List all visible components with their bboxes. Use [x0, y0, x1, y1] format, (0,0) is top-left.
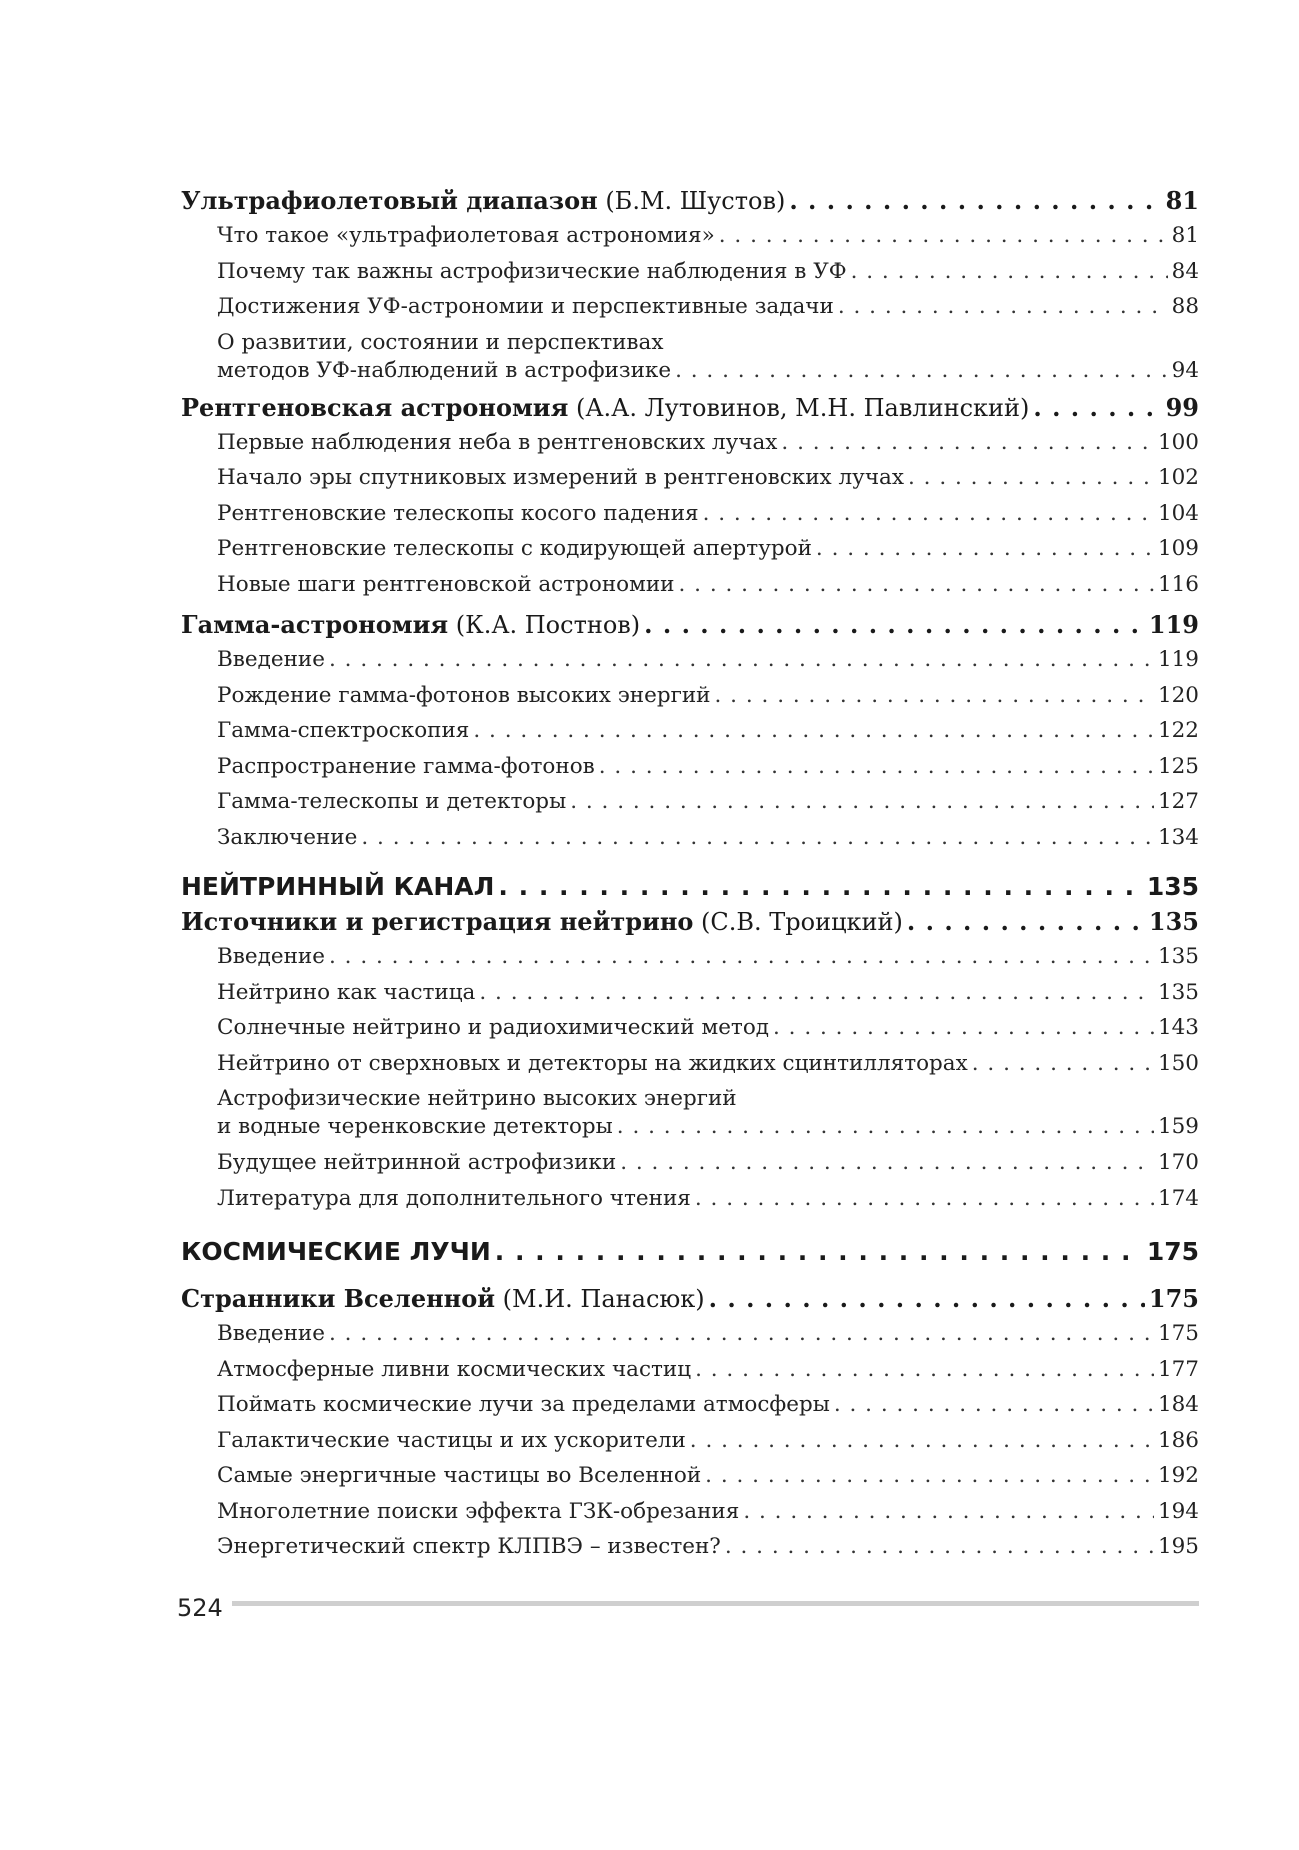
- toc-item[interactable]: Нейтрино от сверхновых и детекторы на жидких сцинтилляторах . . . 150: [181, 1046, 1199, 1082]
- section-page: 135: [1148, 907, 1199, 936]
- section-title: Рентгеновская астрономия (А.А. Лутовинов, М.Н. Павлинский): [181, 392, 1030, 422]
- toc-item-multiline[interactable]: Астрофизические нейтрино высоких энергий и водные черенковские детекторы . . . 159: [181, 1085, 1199, 1141]
- table-of-contents: [181, 184, 1199, 1565]
- toc-item[interactable]: Многолетние поиски эффекта ГЗК-обрезания . . . 194: [181, 1494, 1199, 1530]
- part-title: КОСМИЧЕСКИЕ ЛУЧИ: [181, 1237, 491, 1266]
- toc-item[interactable]: Гамма-спектроскопия . . . 122: [181, 713, 1199, 749]
- dot-leader: [1033, 391, 1161, 425]
- toc-item[interactable]: Энергетический спектр КЛПВЭ – известен? . . . 195: [181, 1529, 1199, 1565]
- page-number: 524: [177, 1594, 223, 1622]
- dot-leader: [907, 905, 1145, 939]
- section-page: 119: [1148, 610, 1199, 639]
- toc-item[interactable]: Новые шаги рентгеновской астрономии . . . 116: [181, 567, 1199, 603]
- toc-section-neutrino[interactable]: [181, 905, 1199, 939]
- part-page: 175: [1146, 1237, 1199, 1266]
- section-page: 81: [1165, 186, 1199, 215]
- toc-item[interactable]: Поймать космические лучи за пределами атмосферы . . . 184: [181, 1387, 1199, 1423]
- section-title: Гамма-астрономия (К.А. Постнов): [181, 610, 641, 639]
- section-page: 175: [1148, 1284, 1199, 1313]
- toc-item[interactable]: Нейтрино как частица . . . 135: [181, 975, 1199, 1011]
- toc-item[interactable]: Что такое «ультрафиолетовая астрономия» . . . 81: [181, 218, 1199, 254]
- section-page: 99: [1165, 392, 1199, 422]
- toc-item[interactable]: Рентгеновские телескопы косого падения . . . 104: [181, 496, 1199, 532]
- toc-section-xray[interactable]: [181, 391, 1199, 425]
- toc-item[interactable]: Введение . . . 135: [181, 939, 1199, 975]
- toc-section-gamma[interactable]: [181, 608, 1199, 642]
- dot-leader: [709, 1282, 1145, 1316]
- toc-item[interactable]: Достижения УФ-астрономии и перспективные задачи . . . 88: [181, 289, 1199, 325]
- dot-leader: [495, 1234, 1143, 1270]
- part-page: 135: [1146, 872, 1199, 901]
- toc-item[interactable]: Будущее нейтринной астрофизики . . . 170: [181, 1145, 1199, 1181]
- dot-leader: [498, 869, 1142, 905]
- dot-leader: [789, 184, 1161, 218]
- part-title: НЕЙТРИННЫЙ КАНАЛ: [181, 872, 495, 901]
- section-title: Странники Вселенной (М.И. Панасюк): [181, 1284, 705, 1313]
- toc-part-neutrino[interactable]: [181, 869, 1199, 905]
- toc-item-multiline[interactable]: О развитии, состоянии и перспективах методов УФ-наблюдений в астрофизике . . . 94: [181, 329, 1199, 385]
- toc-item[interactable]: Гамма-телескопы и детекторы . . . 127: [181, 784, 1199, 820]
- toc-item[interactable]: Литература для дополнительного чтения . . . 174: [181, 1181, 1199, 1217]
- toc-item[interactable]: Введение . . . 175: [181, 1316, 1199, 1352]
- toc-item[interactable]: Атмосферные ливни космических частиц . . . 177: [181, 1352, 1199, 1388]
- toc-item[interactable]: Галактические частицы и их ускорители . . . 186: [181, 1423, 1199, 1459]
- footer-rule: [232, 1601, 1199, 1606]
- toc-section-cosmic[interactable]: [181, 1282, 1199, 1316]
- toc-part-cosmic-rays[interactable]: [181, 1234, 1199, 1270]
- toc-section-uv[interactable]: [181, 184, 1199, 218]
- toc-item[interactable]: Первые наблюдения неба в рентгеновских лучах . . . 100: [181, 425, 1199, 461]
- toc-item[interactable]: Самые энергичные частицы во Вселенной . . . 192: [181, 1458, 1199, 1494]
- toc-item[interactable]: Распространение гамма-фотонов . . . 125: [181, 749, 1199, 785]
- toc-item[interactable]: Заключение . . . 134: [181, 820, 1199, 856]
- toc-item[interactable]: Рентгеновские телескопы с кодирующей апертурой . . . 109: [181, 531, 1199, 567]
- section-title: Источники и регистрация нейтрино (С.В. Троицкий): [181, 907, 903, 936]
- toc-item[interactable]: Почему так важны астрофизические наблюдения в УФ . . . 84: [181, 254, 1199, 290]
- toc-item[interactable]: Введение . . . 119: [181, 642, 1199, 678]
- page-footer: [177, 1590, 1199, 1630]
- dot-leader: [644, 608, 1145, 642]
- toc-item[interactable]: Солнечные нейтрино и радиохимический метод . . . 143: [181, 1010, 1199, 1046]
- toc-item[interactable]: Начало эры спутниковых измерений в рентгеновских лучах . . . 102: [181, 460, 1199, 496]
- toc-item[interactable]: Рождение гамма-фотонов высоких энергий . . . 120: [181, 678, 1199, 714]
- section-title: Ультрафиолетовый диапазон (Б.М. Шустов): [181, 186, 786, 215]
